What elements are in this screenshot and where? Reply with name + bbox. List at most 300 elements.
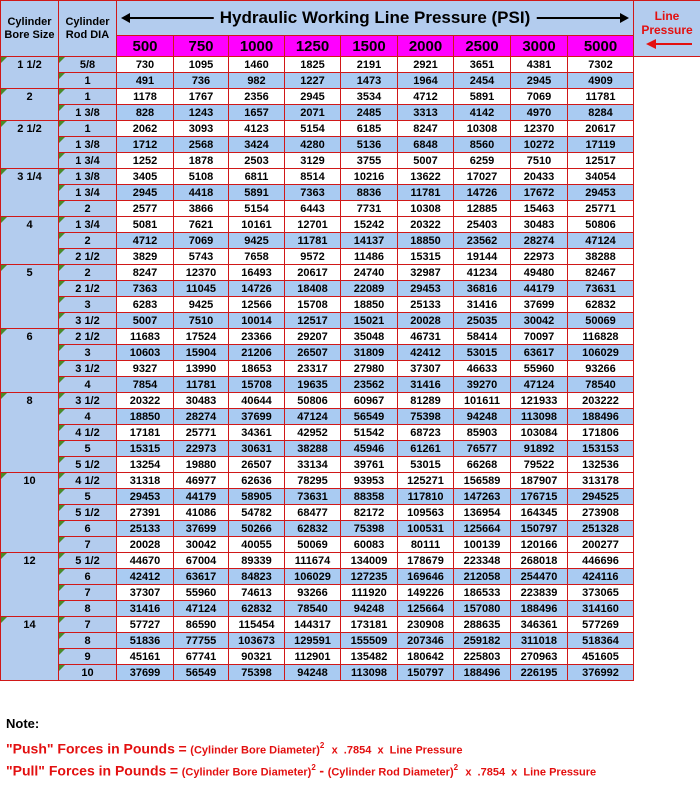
force-value-cell: 50806 [568, 217, 634, 233]
force-value-cell: 29453 [568, 185, 634, 201]
table-row [1, 537, 700, 553]
force-value-cell: 6185 [341, 121, 398, 137]
corner-marker-icon [59, 617, 65, 623]
force-value-cell: 9425 [174, 297, 229, 313]
pull-rest: x .7854 x Line Pressure [465, 766, 597, 779]
notes-section [6, 713, 696, 779]
table-row [1, 585, 700, 601]
force-value-cell: 20322 [398, 217, 454, 233]
force-value-cell: 14726 [454, 185, 511, 201]
table-row [1, 665, 700, 681]
table-row [1, 457, 700, 473]
force-value-cell: 121933 [511, 393, 568, 409]
force-value-cell: 25133 [117, 521, 174, 537]
force-value-cell: 4381 [511, 57, 568, 73]
arrow-right-icon [620, 13, 629, 23]
bore-size-text: 8 [26, 395, 33, 407]
force-value-cell: 66268 [454, 457, 511, 473]
force-value-cell: 14726 [229, 281, 285, 297]
force-value-cell: 68477 [285, 505, 341, 521]
table-row [1, 505, 700, 521]
rod-dia-text: 2 1/2 [75, 330, 100, 343]
bore-size-cell [1, 89, 59, 121]
corner-marker-icon [59, 217, 65, 223]
force-value-cell: 31318 [117, 473, 174, 489]
force-value-cell: 10308 [454, 121, 511, 137]
table-row [1, 409, 700, 425]
force-value-cell: 12885 [454, 201, 511, 217]
force-value-cell: 117810 [398, 489, 454, 505]
corner-marker-icon [1, 121, 7, 127]
force-value-cell: 80111 [398, 537, 454, 553]
force-value-cell: 42412 [398, 345, 454, 361]
force-value-cell: 77755 [174, 633, 229, 649]
force-value-cell: 5081 [117, 217, 174, 233]
force-value-cell: 20028 [398, 313, 454, 329]
force-value-cell: 2945 [511, 73, 568, 89]
force-value-cell: 37699 [174, 521, 229, 537]
force-value-cell: 75398 [398, 409, 454, 425]
force-value-cell: 75398 [229, 665, 285, 681]
rod-dia-cell [59, 377, 117, 393]
pull-rod-exponent: 2 [453, 763, 459, 772]
force-value-cell: 100139 [454, 537, 511, 553]
force-value-cell: 115454 [229, 617, 285, 633]
force-value-cell: 3755 [341, 153, 398, 169]
table-row [1, 201, 700, 217]
pressure-header-cell: 5000 [568, 36, 634, 57]
force-value-cell: 3829 [117, 249, 174, 265]
rod-dia-text: 1 [84, 122, 91, 135]
rod-dia-text: 5 1/2 [75, 458, 100, 471]
rod-dia-cell [59, 617, 117, 633]
rod-dia-cell [59, 201, 117, 217]
rod-dia-cell [59, 633, 117, 649]
force-value-cell: 12517 [568, 153, 634, 169]
force-value-cell: 55960 [511, 361, 568, 377]
force-value-cell: 1473 [341, 73, 398, 89]
force-value-cell: 1460 [229, 57, 285, 73]
force-value-cell: 5891 [454, 89, 511, 105]
force-value-cell: 61261 [398, 441, 454, 457]
force-value-cell: 94248 [454, 409, 511, 425]
force-value-cell: 1964 [398, 73, 454, 89]
corner-marker-icon [59, 409, 65, 415]
force-value-cell: 109563 [398, 505, 454, 521]
corner-marker-icon [59, 665, 65, 671]
table-row [1, 521, 700, 537]
rod-dia-text: 6 [84, 570, 91, 583]
force-value-cell: 254470 [511, 569, 568, 585]
force-value-cell: 373065 [568, 585, 634, 601]
rod-dia-cell [59, 153, 117, 169]
table-row [1, 153, 700, 169]
force-value-cell: 113098 [341, 665, 398, 681]
force-value-cell: 78540 [568, 377, 634, 393]
corner-marker-icon [59, 489, 65, 495]
force-value-cell: 93266 [568, 361, 634, 377]
force-value-cell: 20433 [511, 169, 568, 185]
rod-dia-cell [59, 89, 117, 105]
force-value-cell: 42412 [117, 569, 174, 585]
force-value-cell: 4142 [454, 105, 511, 121]
rod-dia-cell [59, 249, 117, 265]
force-value-cell: 34361 [229, 425, 285, 441]
force-value-cell: 2191 [341, 57, 398, 73]
rod-dia-cell [59, 185, 117, 201]
rod-dia-cell [59, 345, 117, 361]
force-value-cell: 3129 [285, 153, 341, 169]
force-value-cell: 30042 [174, 537, 229, 553]
table-row [1, 233, 700, 249]
force-value-cell: 2454 [454, 73, 511, 89]
force-value-cell: 19635 [285, 377, 341, 393]
rod-dia-text: 1 3/8 [75, 170, 100, 183]
table-row [1, 313, 700, 329]
rod-dia-text: 2 [84, 266, 91, 279]
force-value-cell: 50069 [568, 313, 634, 329]
force-value-cell: 26507 [285, 345, 341, 361]
force-value-cell: 346361 [511, 617, 568, 633]
force-value-cell: 47124 [511, 377, 568, 393]
force-value-cell: 42952 [285, 425, 341, 441]
corner-marker-icon [1, 89, 7, 95]
pressure-header-cell: 2000 [398, 36, 454, 57]
corner-marker-icon [59, 425, 65, 431]
force-value-cell: 18850 [117, 409, 174, 425]
pull-minus: - [319, 762, 325, 779]
corner-marker-icon [1, 473, 7, 479]
force-value-cell: 55960 [174, 585, 229, 601]
force-value-cell: 12370 [511, 121, 568, 137]
rod-dia-cell [59, 57, 117, 73]
force-value-cell: 23562 [341, 377, 398, 393]
bore-size-cell [1, 329, 59, 393]
rod-dia-text: 1 3/8 [75, 106, 100, 119]
force-value-cell: 2356 [229, 89, 285, 105]
arrow-left-icon [634, 39, 700, 49]
force-value-cell: 47124 [285, 409, 341, 425]
force-value-cell: 20617 [568, 121, 634, 137]
force-value-cell: 25403 [454, 217, 511, 233]
force-value-cell: 46633 [454, 361, 511, 377]
force-value-cell: 268018 [511, 553, 568, 569]
rod-dia-text: 1 [84, 90, 91, 103]
rod-dia-text: 1 3/4 [75, 186, 100, 199]
force-value-cell: 4712 [117, 233, 174, 249]
force-value-cell: 125271 [398, 473, 454, 489]
force-value-cell: 1712 [117, 137, 174, 153]
force-value-cell: 828 [117, 105, 174, 121]
force-value-cell: 62832 [229, 601, 285, 617]
force-value-cell: 19880 [174, 457, 229, 473]
force-value-cell: 2062 [117, 121, 174, 137]
force-value-cell: 23366 [229, 329, 285, 345]
force-value-cell: 3424 [229, 137, 285, 153]
force-value-cell: 5891 [229, 185, 285, 201]
corner-marker-icon [59, 441, 65, 447]
push-equals: = [178, 740, 187, 757]
force-value-cell: 13990 [174, 361, 229, 377]
push-formula [6, 735, 696, 757]
force-value-cell: 7069 [174, 233, 229, 249]
force-value-cell: 2945 [285, 89, 341, 105]
force-value-cell: 4712 [398, 89, 454, 105]
rod-dia-cell [59, 217, 117, 233]
rod-dia-text: 4 1/2 [75, 474, 100, 487]
force-value-cell: 186533 [454, 585, 511, 601]
force-value-cell: 125664 [398, 601, 454, 617]
force-value-cell: 31809 [341, 345, 398, 361]
table-row [1, 441, 700, 457]
rod-dia-cell [59, 121, 117, 137]
corner-marker-icon [1, 57, 7, 63]
table-row [1, 617, 700, 633]
rod-dia-cell [59, 425, 117, 441]
force-value-cell: 37307 [117, 585, 174, 601]
rod-dia-cell [59, 313, 117, 329]
force-value-cell: 10216 [341, 169, 398, 185]
force-value-cell: 8560 [454, 137, 511, 153]
force-value-cell: 129591 [285, 633, 341, 649]
corner-marker-icon [59, 505, 65, 511]
force-value-cell: 81289 [398, 393, 454, 409]
force-value-cell: 223839 [511, 585, 568, 601]
force-value-cell: 56549 [174, 665, 229, 681]
rod-dia-text: 8 [84, 634, 91, 647]
force-value-cell: 6443 [285, 201, 341, 217]
rod-dia-cell [59, 137, 117, 153]
bore-size-text: 5 [26, 267, 33, 279]
force-value-cell: 135482 [341, 649, 398, 665]
rod-dia-cell [59, 601, 117, 617]
force-value-cell: 982 [229, 73, 285, 89]
right-margin-cell [634, 57, 700, 681]
rod-dia-cell [59, 265, 117, 281]
force-value-cell: 4909 [568, 73, 634, 89]
pull-lhs: "Pull" Forces in Pounds [6, 762, 167, 779]
force-value-cell: 60083 [341, 537, 398, 553]
force-value-cell: 8247 [117, 265, 174, 281]
table-row [1, 89, 700, 105]
force-value-cell: 8836 [341, 185, 398, 201]
force-value-cell: 101611 [454, 393, 511, 409]
table-row [1, 185, 700, 201]
corner-marker-icon [59, 201, 65, 207]
rod-dia-text: 4 [84, 378, 91, 391]
corner-marker-icon [59, 345, 65, 351]
force-value-cell: 136954 [454, 505, 511, 521]
bore-size-text: 6 [26, 331, 33, 343]
force-value-cell: 32987 [398, 265, 454, 281]
table-row [1, 57, 700, 73]
force-value-cell: 22973 [174, 441, 229, 457]
corner-marker-icon [1, 553, 7, 559]
force-value-cell: 2071 [285, 105, 341, 121]
force-value-cell: 4418 [174, 185, 229, 201]
force-value-cell: 6848 [398, 137, 454, 153]
force-value-cell: 10161 [229, 217, 285, 233]
force-value-cell: 7621 [174, 217, 229, 233]
force-value-cell: 25771 [568, 201, 634, 217]
pressure-header-cell: 500 [117, 36, 174, 57]
rod-dia-cell [59, 329, 117, 345]
corner-marker-icon [59, 377, 65, 383]
force-value-cell: 85903 [454, 425, 511, 441]
force-value-cell: 180642 [398, 649, 454, 665]
force-value-cell: 491 [117, 73, 174, 89]
force-value-cell: 15242 [341, 217, 398, 233]
force-value-cell: 16493 [229, 265, 285, 281]
force-value-cell: 79522 [511, 457, 568, 473]
force-value-cell: 15463 [511, 201, 568, 217]
rod-dia-text: 2 1/2 [75, 282, 100, 295]
force-value-cell: 31416 [117, 601, 174, 617]
corner-marker-icon [1, 265, 7, 271]
force-value-cell: 30042 [511, 313, 568, 329]
force-value-cell: 1767 [174, 89, 229, 105]
force-value-cell: 424116 [568, 569, 634, 585]
force-value-cell: 150797 [511, 521, 568, 537]
force-value-cell: 11781 [285, 233, 341, 249]
force-value-cell: 19144 [454, 249, 511, 265]
pressure-header-cell: 1500 [341, 36, 398, 57]
force-value-cell: 22973 [511, 249, 568, 265]
force-value-cell: 226195 [511, 665, 568, 681]
rod-dia-cell [59, 553, 117, 569]
force-value-cell: 17672 [511, 185, 568, 201]
force-value-cell: 273908 [568, 505, 634, 521]
rod-dia-text: 1 3/4 [75, 154, 100, 167]
force-value-cell: 51542 [341, 425, 398, 441]
table-row [1, 649, 700, 665]
force-value-cell: 2485 [341, 105, 398, 121]
bore-size-text: 12 [23, 555, 36, 567]
force-value-cell: 6283 [117, 297, 174, 313]
rod-dia-cell [59, 297, 117, 313]
force-value-cell: 18850 [398, 233, 454, 249]
force-value-cell: 15315 [117, 441, 174, 457]
rod-dia-cell [59, 665, 117, 681]
force-value-cell: 311018 [511, 633, 568, 649]
force-value-cell: 30483 [511, 217, 568, 233]
note-label: Note: [6, 716, 40, 731]
corner-marker-icon [59, 89, 65, 95]
table-row [1, 377, 700, 393]
force-value-cell: 63617 [174, 569, 229, 585]
force-value-cell: 78295 [285, 473, 341, 489]
corner-marker-icon [59, 169, 65, 175]
force-value-cell: 288635 [454, 617, 511, 633]
corner-marker-icon [1, 617, 7, 623]
force-value-cell: 29207 [285, 329, 341, 345]
bore-size-text: 14 [23, 619, 36, 631]
force-value-cell: 78540 [285, 601, 341, 617]
force-value-cell: 53015 [398, 457, 454, 473]
force-value-cell: 8514 [285, 169, 341, 185]
table-row [1, 105, 700, 121]
corner-marker-icon [59, 265, 65, 271]
force-value-cell: 7854 [117, 377, 174, 393]
rod-dia-cell [59, 361, 117, 377]
force-value-cell: 58905 [229, 489, 285, 505]
force-value-cell: 44179 [511, 281, 568, 297]
force-value-cell: 3405 [117, 169, 174, 185]
force-value-cell: 127235 [341, 569, 398, 585]
force-value-cell: 736 [174, 73, 229, 89]
table-row [1, 297, 700, 313]
force-value-cell: 116828 [568, 329, 634, 345]
force-value-cell: 50266 [229, 521, 285, 537]
force-value-cell: 26507 [229, 457, 285, 473]
force-value-cell: 5007 [398, 153, 454, 169]
force-value-cell: 446696 [568, 553, 634, 569]
force-value-cell: 86590 [174, 617, 229, 633]
force-value-cell: 5007 [117, 313, 174, 329]
push-bore-term: (Cylinder Bore Diameter) [190, 744, 320, 757]
bore-size-cell [1, 473, 59, 553]
force-value-cell: 58414 [454, 329, 511, 345]
force-value-cell: 9425 [229, 233, 285, 249]
force-value-cell: 113098 [511, 409, 568, 425]
table-row [1, 345, 700, 361]
table-row [1, 489, 700, 505]
corner-marker-icon [59, 361, 65, 367]
rod-dia-text: 3 1/2 [75, 362, 100, 375]
force-value-cell: 94248 [341, 601, 398, 617]
rod-dia-cell [59, 169, 117, 185]
bore-size-text: 2 1/2 [17, 123, 42, 135]
force-value-cell: 1227 [285, 73, 341, 89]
force-value-cell: 1657 [229, 105, 285, 121]
force-value-cell: 28274 [174, 409, 229, 425]
arrow-left-icon [121, 13, 130, 23]
force-value-cell: 112901 [285, 649, 341, 665]
force-value-cell: 7731 [341, 201, 398, 217]
table-row [1, 601, 700, 617]
force-value-cell: 10272 [511, 137, 568, 153]
force-value-cell: 15708 [229, 377, 285, 393]
force-value-cell: 57727 [117, 617, 174, 633]
force-value-cell: 2577 [117, 201, 174, 217]
force-value-cell: 40055 [229, 537, 285, 553]
table-row [1, 265, 700, 281]
force-value-cell: 89339 [229, 553, 285, 569]
rod-dia-text: 1 3/4 [75, 218, 100, 231]
bore-size-cell [1, 57, 59, 89]
corner-marker-icon [59, 569, 65, 575]
force-value-cell: 149226 [398, 585, 454, 601]
force-value-cell: 6259 [454, 153, 511, 169]
force-value-cell: 1243 [174, 105, 229, 121]
table-row [1, 73, 700, 89]
table-row [1, 281, 700, 297]
force-value-cell: 11045 [174, 281, 229, 297]
push-lhs: "Push" Forces in Pounds [6, 740, 175, 757]
force-value-cell: 4280 [285, 137, 341, 153]
force-value-cell: 100531 [398, 521, 454, 537]
force-value-cell: 251328 [568, 521, 634, 537]
rod-dia-cell [59, 585, 117, 601]
force-value-cell: 144317 [285, 617, 341, 633]
rod-dia-text: 6 [84, 522, 91, 535]
bore-size-text: 4 [26, 219, 33, 231]
rod-dia-text: 4 [84, 410, 91, 423]
push-rest: x .7854 x Line Pressure [331, 744, 463, 757]
rod-dia-text: 10 [81, 666, 94, 679]
force-value-cell: 187907 [511, 473, 568, 489]
rod-dia-cell [59, 441, 117, 457]
